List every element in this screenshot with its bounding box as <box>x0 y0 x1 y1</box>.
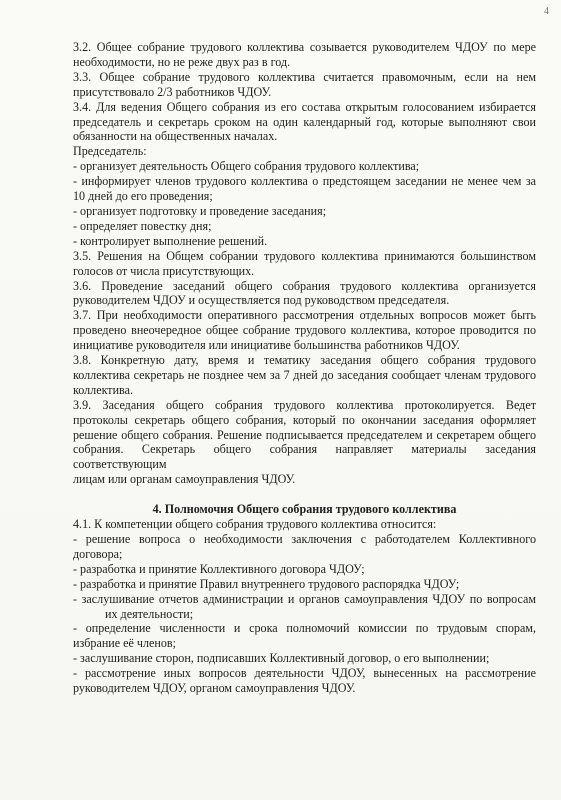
text-line: 3.4. Для ведения Общего собрания из его состава открытым голосованием избирается <box>73 99 536 114</box>
text-line: 3.5. Решения на Общем собрании трудового коллектива принимаются большинством <box>73 248 536 263</box>
text-line: голосов от числа присутствующих. <box>73 263 255 278</box>
text-line: - разработка и принятие Коллективного договора ЧДОУ; <box>73 561 365 576</box>
text-line: избрание её членов; <box>73 636 176 651</box>
text-line: 3.8. Конкретную дату, время и тематику заседания общего собрания трудового <box>73 353 536 368</box>
text-line: договора; <box>73 546 123 561</box>
text-line: лицам или органам самоуправления ЧДОУ. <box>73 472 296 487</box>
text-line: инициативе руководителя или инициативе большинства работников ЧДОУ. <box>73 338 460 353</box>
text-line: 3.6. Проведение заседаний общего собрания трудового коллектива организуется <box>73 278 536 293</box>
text-line: их деятельности; <box>105 606 194 621</box>
text-line: - контролирует выполнение решений. <box>73 233 268 248</box>
text-line: обязанности на общественных началах. <box>73 129 278 144</box>
text-line: - заслушивание отчетов администрации и органов самоуправления ЧДОУ по вопросам <box>73 591 536 606</box>
text-line: - рассмотрение иных вопросов деятельности ЧДОУ, вынесенных на рассмотрение <box>73 666 536 681</box>
text-line: руководителем ЧДОУ и осуществляется под руководством председателя. <box>73 293 450 308</box>
section-4-heading: 4. Полномочия Общего собрания трудового коллектива <box>152 502 457 517</box>
text-line: - информирует членов трудового коллектива о предстоящем заседании не менее чем за <box>73 174 536 189</box>
text-line: - организует деятельность Общего собрания трудового коллектива; <box>73 159 420 174</box>
text-line: присутствовало 2/3 работников ЧДОУ. <box>73 84 272 99</box>
page-corner-mark: 4 <box>544 6 549 17</box>
text-line: - организует подготовку и проведение заседания; <box>73 203 327 218</box>
text-line: проведено внеочередное общее собрание трудового коллектива, которое проводится по <box>73 323 536 338</box>
text-line: 3.3. Общее собрание трудового коллектива считается правомочным, если на нем <box>73 69 536 84</box>
text-line: председатель и секретарь сроком на один календарный год, которые выполняют свои <box>73 114 536 129</box>
text-line: - решение вопроса о необходимости заключения с работодателем Коллективного <box>73 532 536 546</box>
text-line: 3.7. При необходимости оперативного рассмотрения отдельных вопросов может быть <box>73 308 536 323</box>
text-line: необходимости, но не реже двух раз в год. <box>73 54 291 69</box>
text-line: коллектива секретарь не позднее чем за 7 дней до заседания сообщает членам трудового <box>73 367 536 382</box>
text-line: Председатель: <box>73 144 147 159</box>
text-line: 3.9. Заседания общего собрания трудового коллектива протоколируется. Ведет <box>73 397 536 412</box>
document-body <box>73 40 536 696</box>
section-3-text <box>73 40 536 487</box>
text-line: коллектива. <box>73 382 134 397</box>
text-line: руководителем ЧДОУ, органом самоуправления ЧДОУ. <box>73 681 356 696</box>
text-line: - определяет повестку дня; <box>73 218 212 233</box>
text-line: 4.1. К компетенции общего собрания трудового коллектива относится: <box>73 517 437 532</box>
text-line: - разработка и принятие Правил внутреннего трудового распорядка ЧДОУ; <box>73 576 460 591</box>
text-line: решение общего собрания. Решение подписывается председателем и секретарем общего <box>73 427 536 442</box>
blank-spacer <box>73 487 536 502</box>
text-line: - заслушивание сторон, подписавших Коллективный договор, о его выполнении; <box>73 651 490 666</box>
text-line: протоколы секретарь общего собрания, который по окончании заседания оформляет <box>73 412 536 427</box>
section-4-text <box>73 517 536 696</box>
text-line: - определение численности и срока полномочий комиссии по трудовым спорам, <box>73 621 536 636</box>
text-line: 3.2. Общее собрание трудового коллектива созывается руководителем ЧДОУ по мере <box>73 40 536 54</box>
text-line: собрания. Секретарь общего собрания направляет материалы заседания соответствующим <box>73 442 536 472</box>
text-line: 10 дней до его проведения; <box>73 189 213 204</box>
